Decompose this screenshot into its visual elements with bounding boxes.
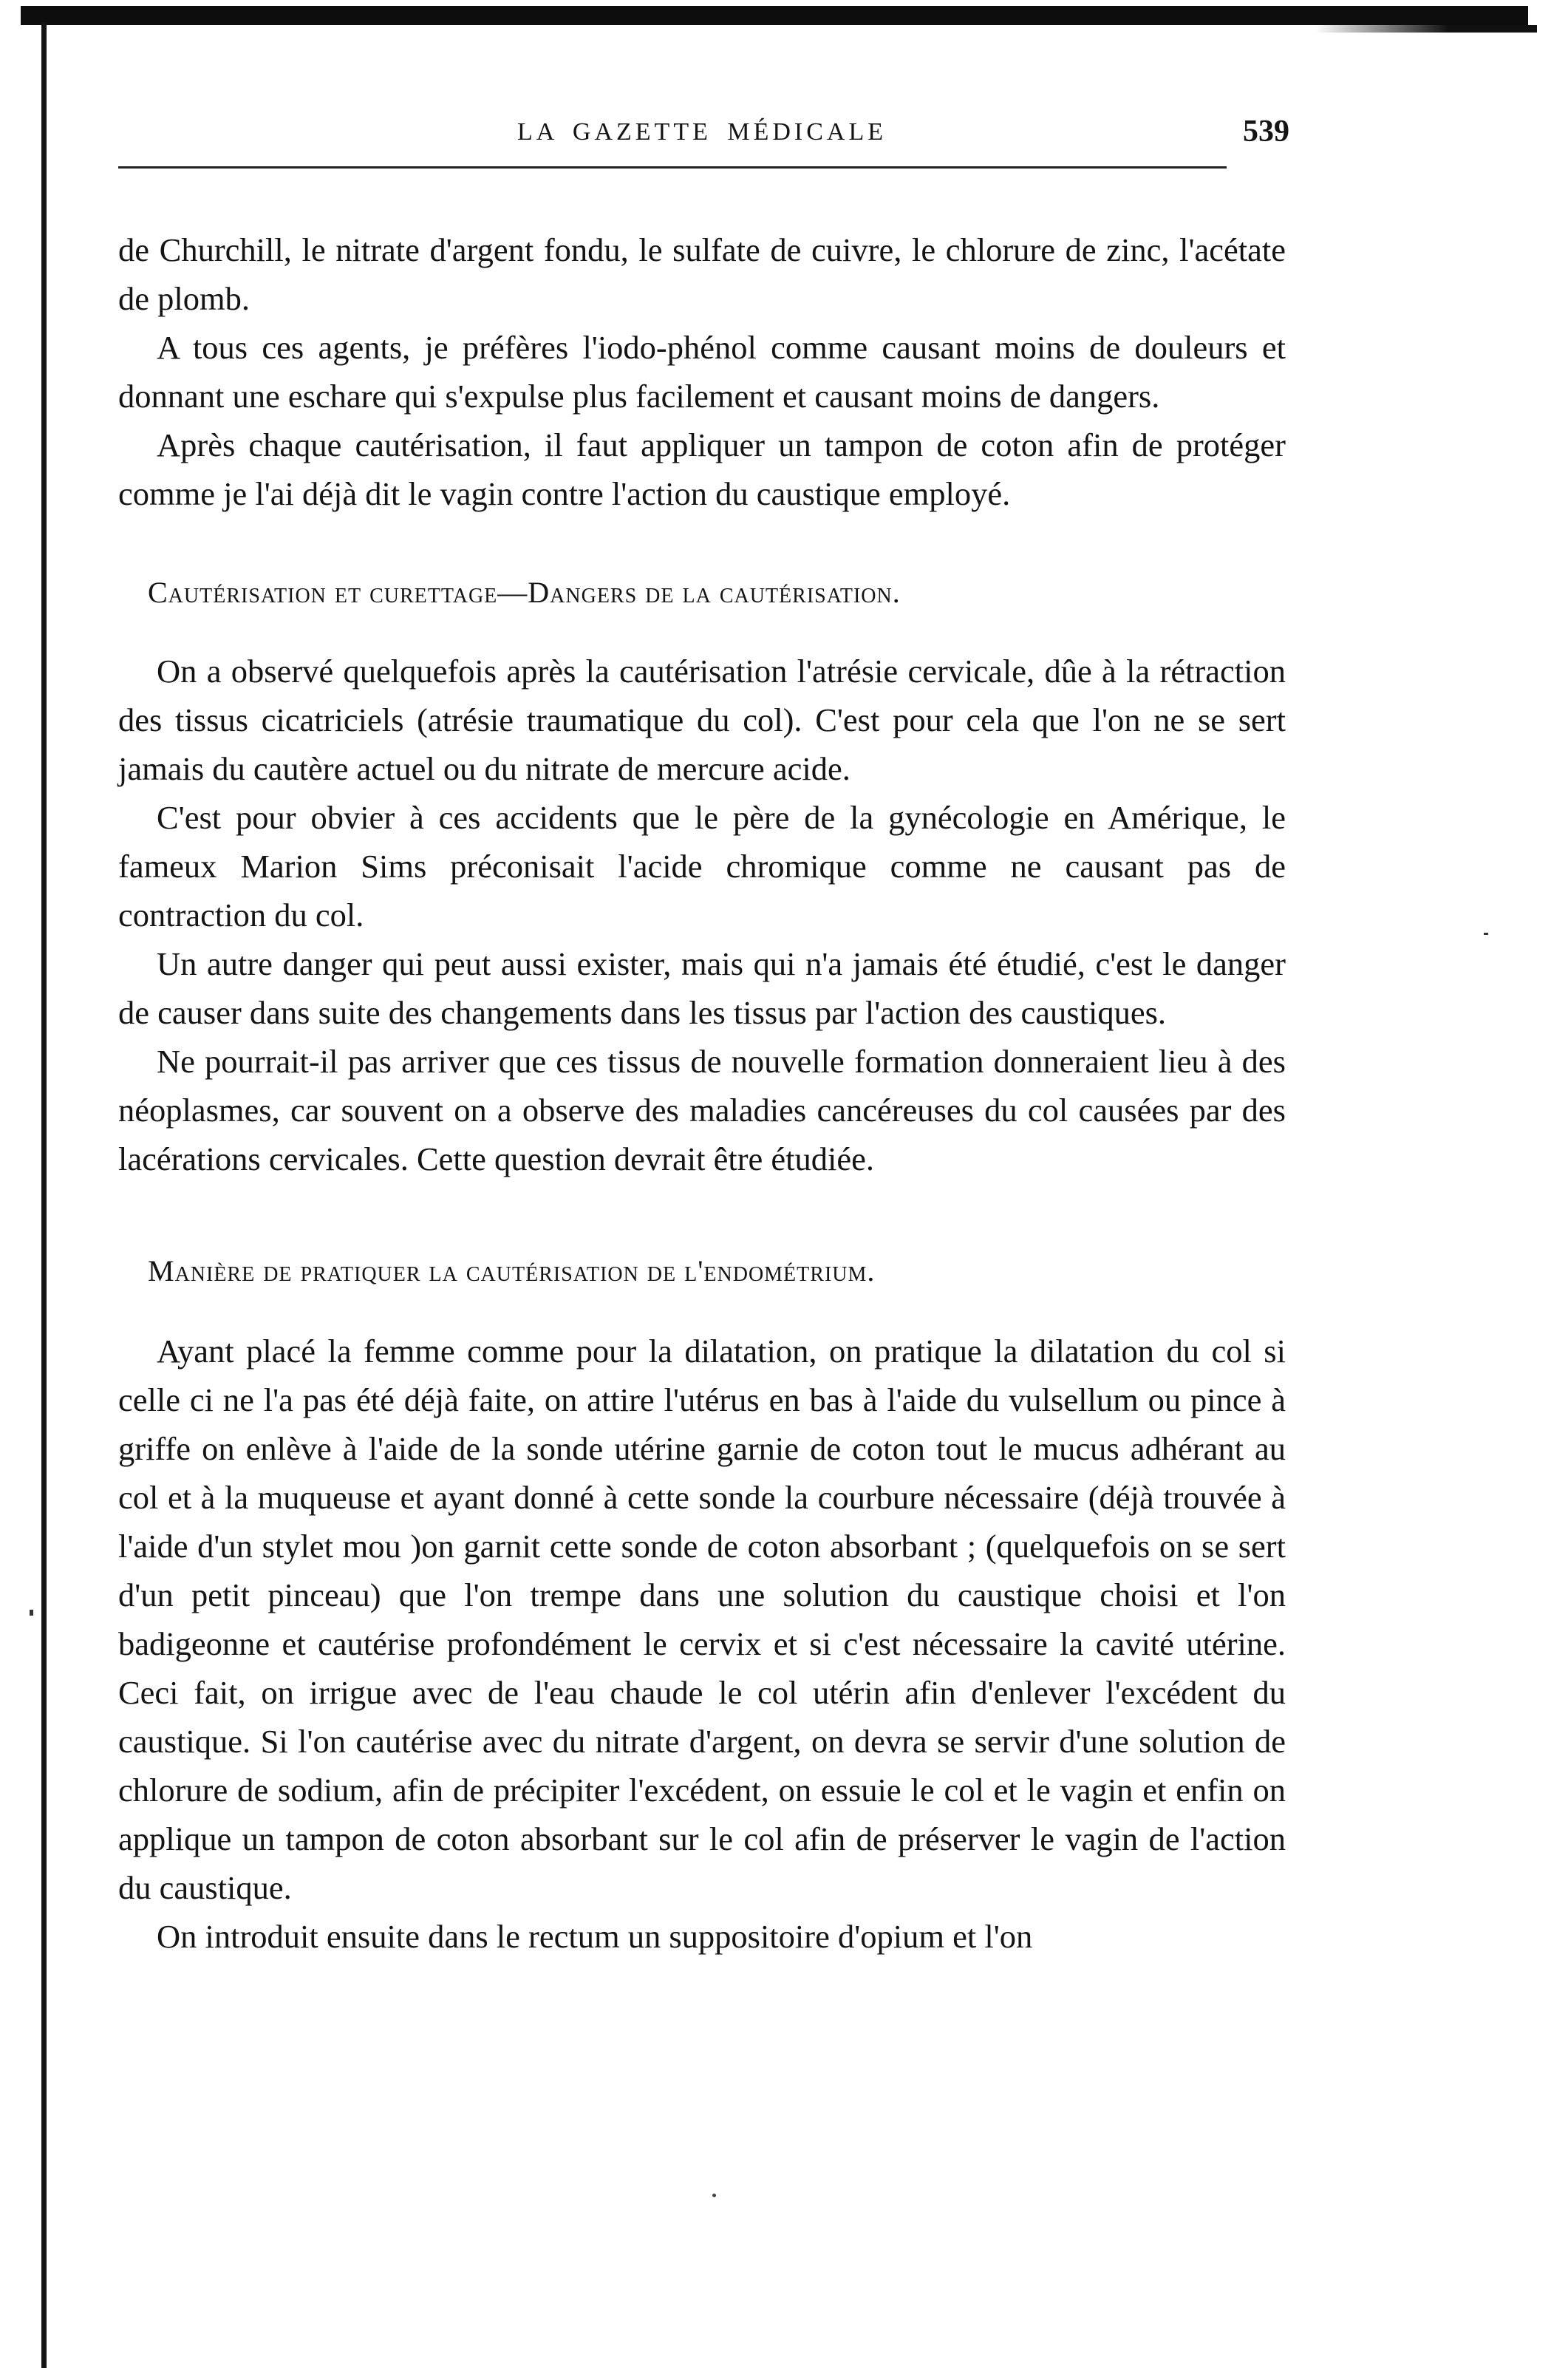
top-border-fade [1315, 25, 1537, 33]
scan-speck [1484, 933, 1488, 935]
page-number: 539 [1243, 115, 1289, 149]
paragraph: On a observé quelquefois après la cautérisation l'atrésie cervicale, dûe à la rétraction des tissus cicatriciels (atrésie traumatique du col). C'est pour cela que l'on ne se sert jamais du cautère actuel ou du nitrate de mercure acide. [118, 653, 1286, 787]
paragraph: Ayant placé la femme comme pour la dilatation, on pratique la dilatation du col si celle ci ne l'a pas été déjà faite, on attire l'utérus en bas à l'aide du vulsellum ou pince à griffe on enlève à l'aide de la sonde utérine garnie de coton tout le mucus adhérant au col et à la muqueuse et ayant donné à cette sonde la courbure nécessaire (déjà trouvée à l'aide d'un stylet mou )on garnit cette sonde de coton absorbant ; (quelquefois on se sert d'un petit pinceau) que l'on trempe dans une solution du caustique choisi et l'on badigeonne et cautérise profondément le cervix et si c'est nécessaire la cavité utérine. Ceci fait, on irrigue avec de l'eau chaude le col utérin afin d'enlever l'excédent du caustique. Si l'on cautérise avec du nitrate d'argent, on devra se servir d'une solution de chlorure de sodium, afin de précipiter l'excédent, on essuie le col et le vagin et enfin on applique un tampon de coton absorbant sur le col afin de préserver le vagin de l'action du caustique. [118, 1333, 1286, 1906]
paragraph: C'est pour obvier à ces accidents que le père de la gynécologie en Amérique, le fameux Marion Sims préconisait l'acide chromique comme ne causant pas de contraction du col. [118, 799, 1286, 933]
paragraph: Ne pourrait-il pas arriver que ces tissus de nouvelle formation donneraient lieu à des néoplasmes, car souvent on a observe des maladies cancéreuses du col causées par des lacérations cervicales. Cette question devrait être étudiée. [118, 1043, 1286, 1177]
journal-title: LA GAZETTE MÉDICALE [517, 118, 887, 146]
scan-speck [712, 2194, 716, 2197]
paragraph: Après chaque cautérisation, il faut appliquer un tampon de coton afin de protéger comme je l'ai déjà dit le vagin contre l'action du caustique employé. [118, 426, 1286, 512]
scan-speck [30, 1610, 33, 1616]
top-border-rule [21, 6, 1528, 25]
section-heading: Cautérisation et curettage—Dangers de la cautérisation. [148, 576, 901, 609]
page [118, 81, 1289, 1955]
running-head [118, 81, 1289, 163]
left-border-rule [41, 22, 47, 2368]
section-heading: Manière de pratiquer la cautérisation de l'endométrium. [148, 1254, 876, 1287]
header-rule [118, 166, 1227, 169]
paragraph: Un autre danger qui peut aussi exister, mais qui n'a jamais été étudié, c'est le danger de causer dans suite des changements dans les tissus par l'action des caustiques. [118, 945, 1286, 1031]
paragraph: de Churchill, le nitrate d'argent fondu, le sulfate de cuivre, le chlorure de zinc, l'acétate de plomb. [118, 231, 1286, 317]
paragraph: A tous ces agents, je préfères l'iodo-phénol comme causant moins de douleurs et donnant une eschare qui s'expulse plus facilement et causant moins de dangers. [118, 329, 1286, 415]
body-text [118, 225, 1286, 1961]
paragraph: On introduit ensuite dans le rectum un suppositoire d'opium et l'on [157, 1918, 1033, 1955]
